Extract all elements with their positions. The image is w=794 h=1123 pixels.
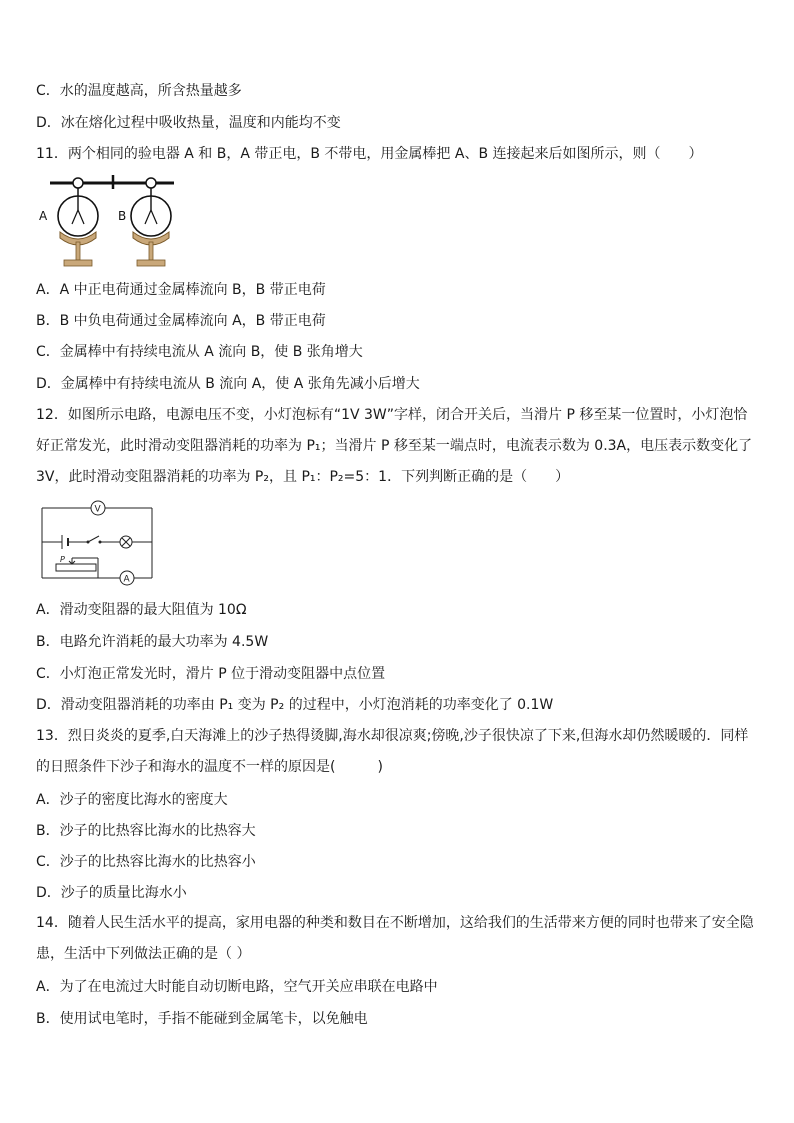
q12-stem: 12．如图所示电路，电源电压不变，小灯泡标有“1V 3W”字样，闭合开关后，当滑片 P 移至某一位置时，小灯泡恰好正常发光，此时滑动变阻器消耗的功率为 P₁；当滑片 P 移至某一端点时，电流表示数为 0.3A，电压表示数变化了 3V，此时滑动变阻器消耗的功率为 P₂，且 P₁：P₂=5：1．下列判断正确的是（ ） <box>36 407 753 485</box>
switch-symbol <box>87 536 102 544</box>
electroscope-b <box>131 178 171 266</box>
q12-option-a: A．滑动变阻器的最大阻值为 10Ω <box>36 602 247 618</box>
q12-option-b: B．电路允许消耗的最大功率为 4.5W <box>36 634 269 650</box>
q11-option-b: B．B 中负电荷通过金属棒流向 A，B 带正电荷 <box>36 313 326 329</box>
q12-option-d: D．滑动变阻器消耗的功率由 P₁ 变为 P₂ 的过程中，小灯泡消耗的功率变化了 0.1W <box>36 697 554 713</box>
q12-option-c: C．小灯泡正常发光时，滑片 P 位于滑动变阻器中点位置 <box>36 666 386 682</box>
q13-option-d: D．沙子的质量比海水小 <box>36 885 187 901</box>
q14-option-b: B．使用试电笔时，手指不能碰到金属笔卡，以免触电 <box>36 1011 368 1027</box>
q11-stem: 11．两个相同的验电器 A 和 B，A 带正电，B 不带电，用金属棒把 A、B 连接起来后如图所示，则（ ） <box>36 146 703 162</box>
q13-option-c: C．沙子的比热容比海水的比热容小 <box>36 854 256 870</box>
ammeter-label: A <box>123 574 130 585</box>
q13-option-b: B．沙子的比热容比海水的比热容大 <box>36 823 256 839</box>
electroscope-figure <box>36 172 178 272</box>
battery-symbol <box>62 535 68 549</box>
electroscope-a <box>58 178 98 266</box>
q14-stem: 14．随着人民生活水平的提高，家用电器的种类和数目在不断增加，这给我们的生活带来方便的同时也带来了安全隐患，生活中下列做法正确的是（ ） <box>36 915 754 962</box>
slider-label: P <box>60 555 65 564</box>
q10-option-c: C．水的温度越高，所含热量越多 <box>36 83 242 99</box>
lamp-symbol <box>120 536 132 548</box>
q11-option-c: C．金属棒中有持续电流从 A 流向 B，使 B 张角增大 <box>36 344 363 360</box>
q14-option-a: A．为了在电流过大时能自动切断电路，空气开关应串联在电路中 <box>36 979 438 995</box>
q13-stem: 13．烈日炎炎的夏季,白天海滩上的沙子热得烫脚,海水却很凉爽;傍晚,沙子很快凉了下来,但海水却仍然暖暖的．同样的日照条件下沙子和海水的温度不一样的原因是( ) <box>36 728 749 775</box>
circuit-figure <box>36 500 156 586</box>
q13-option-a: A．沙子的密度比海水的密度大 <box>36 792 228 808</box>
fig-label-a: A <box>39 209 48 223</box>
fig-label-b: B <box>118 209 127 223</box>
q11-option-d: D．金属棒中有持续电流从 B 流向 A，使 A 张角先减小后增大 <box>36 376 420 392</box>
voltmeter-label: V <box>94 504 101 515</box>
q10-option-d: D．冰在熔化过程中吸收热量，温度和内能均不变 <box>36 115 341 131</box>
q11-option-a: A．A 中正电荷通过金属棒流向 B，B 带正电荷 <box>36 282 326 298</box>
